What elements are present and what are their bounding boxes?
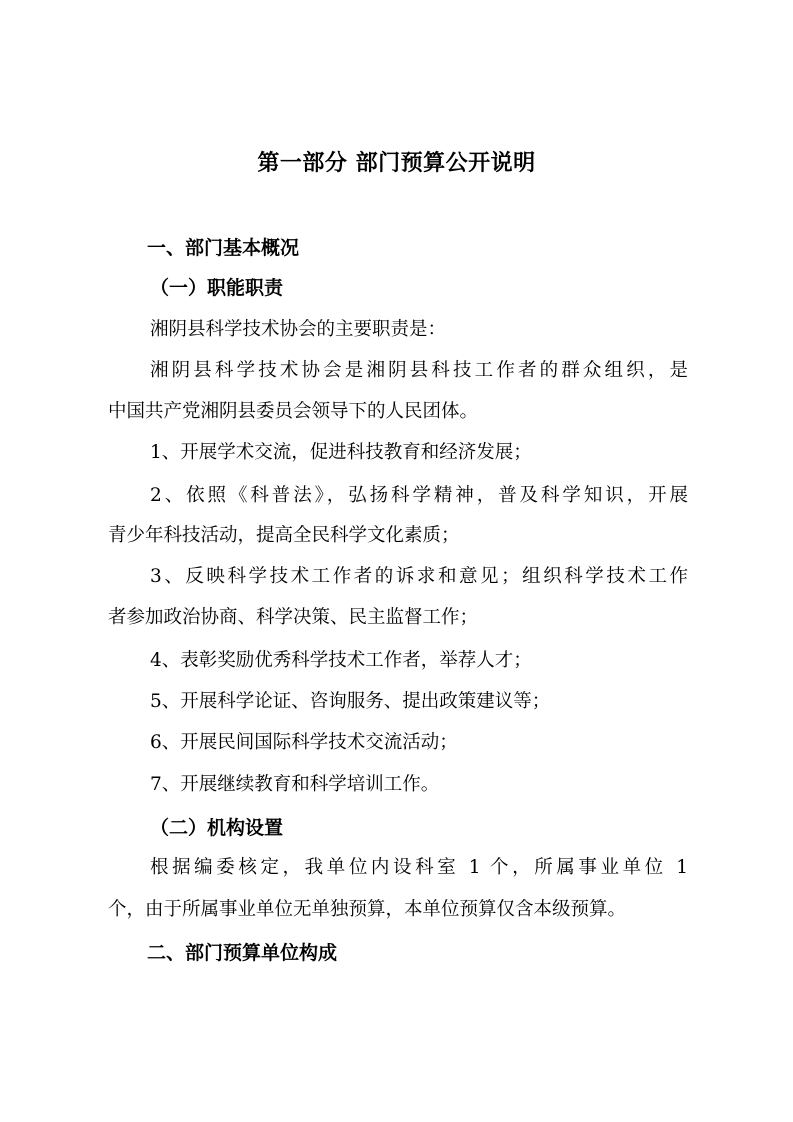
duty-item-2: 2、依照《科普法》，弘扬科学精神，普及科学知识，开展 <box>150 485 688 506</box>
structure-paragraph: 根据编委核定，我单位内设科室 1 个，所属事业单位 1 <box>150 857 688 878</box>
duty-item-2-cont: 青少年科技活动，提高全民科学文化素质； <box>108 525 460 546</box>
paragraph-line: 中国共产党湘阴县委员会领导下的人民团体。 <box>108 401 479 422</box>
duty-item-1: 1、开展学术交流，促进科技教育和经济发展； <box>150 442 532 463</box>
duties-intro: 湘阴县科学技术协会的主要职责是： <box>150 319 447 340</box>
duty-item-3-cont: 者参加政治协商、科学决策、民主监督工作； <box>108 607 479 628</box>
section-heading-budget-units: 二、部门预算单位构成 <box>147 942 338 964</box>
subsection-heading-structure: （二）机构设置 <box>150 817 284 839</box>
structure-paragraph-cont: 个，由于所属事业单位无单独预算，本单位预算仅含本级预算。 <box>108 899 627 920</box>
page-title: 第一部分 部门预算公开说明 <box>257 151 536 176</box>
section-heading-basic-overview: 一、部门基本概况 <box>147 237 300 259</box>
duty-item-6: 6、开展民间国际科学技术交流活动； <box>150 732 458 753</box>
duty-item-7: 7、开展继续教育和科学培训工作。 <box>150 774 440 795</box>
duty-item-4: 4、表彰奖励优秀科学技术工作者，举荐人才； <box>150 650 532 671</box>
duty-item-3: 3、反映科学技术工作者的诉求和意见；组织科学技术工作 <box>150 566 688 587</box>
subsection-heading-duties: （一）职能职责 <box>150 277 284 299</box>
duty-item-5: 5、开展科学论证、咨询服务、提出政策建议等； <box>150 691 551 712</box>
paragraph-line: 湘阴县科学技术协会是湘阴县科技工作者的群众组织，是 <box>150 360 688 381</box>
